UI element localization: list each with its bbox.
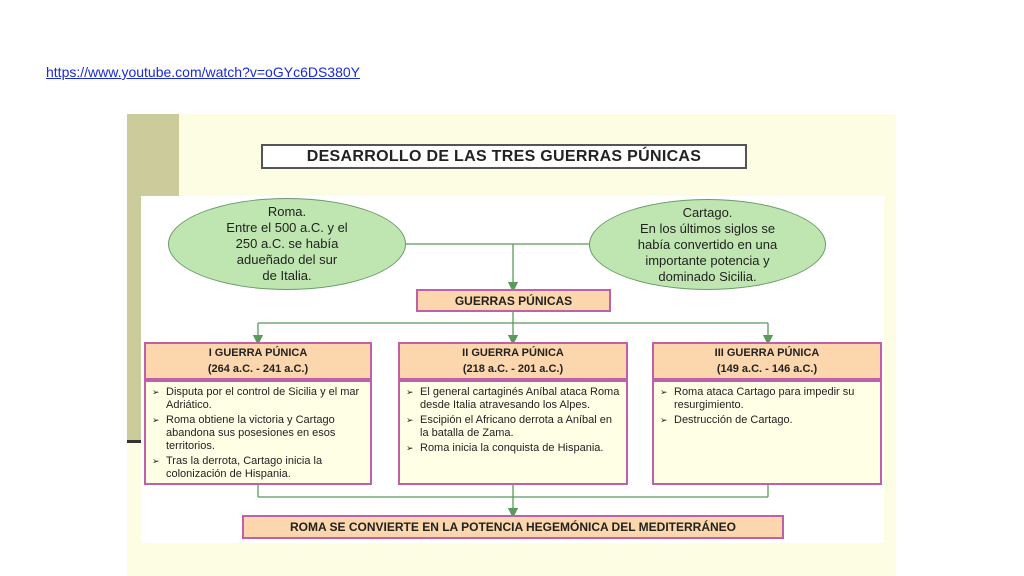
list-item: ➢ Tras la derrota, Cartago inicia la colonización de Hispania. bbox=[152, 455, 323, 480]
list-item: ➢ Escipión el Africano derrota a Aníbal en la batalla de Zama. bbox=[406, 414, 613, 439]
war-2-dates: (218 a.C. - 201 a.C.) bbox=[462, 363, 564, 375]
roma-text: Entre el 500 a.C. y el 250 a.C. se había adueñado del sur de Italia. bbox=[226, 220, 348, 283]
list-item: ➢ Roma obtiene la victoria y Cartago abandona sus posesiones en esos territorios. bbox=[152, 414, 336, 452]
guerras-punicas-box: GUERRAS PÚNICAS bbox=[416, 289, 611, 312]
cartago-text: En los últimos siglos se había convertido en una importante potencia y dominado Sicilia. bbox=[637, 220, 778, 284]
bullet-arrow-icon: ➢ bbox=[406, 415, 414, 425]
list-item: ➢ Roma ataca Cartago para impedir su resurgimiento. bbox=[660, 386, 855, 411]
war-3-title: III GUERRA PÚNICA bbox=[714, 347, 820, 359]
war-2-header bbox=[398, 342, 628, 380]
diagram-title: DESARROLLO DE LAS TRES GUERRAS PÚNICAS bbox=[261, 144, 747, 169]
bullet-arrow-icon: ➢ bbox=[152, 387, 160, 397]
war-1-title: I GUERRA PÚNICA bbox=[208, 347, 308, 359]
list-item: ➢ El general cartaginés Aníbal ataca Roma desde Italia atravesando los Alpes. bbox=[406, 386, 620, 411]
bullet-arrow-icon: ➢ bbox=[152, 456, 160, 466]
war-1-dates: (264 a.C. - 241 a.C.) bbox=[207, 363, 309, 375]
war-2-details bbox=[398, 380, 628, 485]
war-3-dates: (149 a.C. - 146 a.C.) bbox=[716, 363, 818, 375]
cartago-ellipse bbox=[589, 199, 826, 290]
roma-ellipse bbox=[168, 198, 406, 290]
war-3-header bbox=[652, 342, 882, 380]
bullet-arrow-icon: ➢ bbox=[660, 387, 668, 397]
list-item: ➢ Roma inicia la conquista de Hispania. bbox=[406, 442, 604, 454]
war-2-title: II GUERRA PÚNICA bbox=[462, 347, 564, 359]
bullet-arrow-icon: ➢ bbox=[406, 387, 414, 397]
list-item: ➢ Destrucción de Cartago. bbox=[660, 414, 793, 426]
list-item: ➢ Disputa por el control de Sicilia y el mar Adriático. bbox=[152, 386, 360, 411]
war-3-details bbox=[652, 380, 882, 485]
bullet-arrow-icon: ➢ bbox=[406, 443, 414, 453]
bullet-arrow-icon: ➢ bbox=[660, 415, 668, 425]
war-1-header bbox=[144, 342, 372, 380]
bullet-arrow-icon: ➢ bbox=[152, 415, 160, 425]
conclusion-box: ROMA SE CONVIERTE EN LA POTENCIA HEGEMÓNICA DEL MEDITERRÁNEO bbox=[242, 515, 784, 539]
war-1-details bbox=[144, 380, 372, 485]
roma-heading: Roma. bbox=[267, 204, 307, 219]
cartago-heading: Cartago. bbox=[682, 204, 733, 220]
video-link[interactable]: https://www.youtube.com/watch?v=oGYc6DS380Y bbox=[46, 64, 360, 80]
